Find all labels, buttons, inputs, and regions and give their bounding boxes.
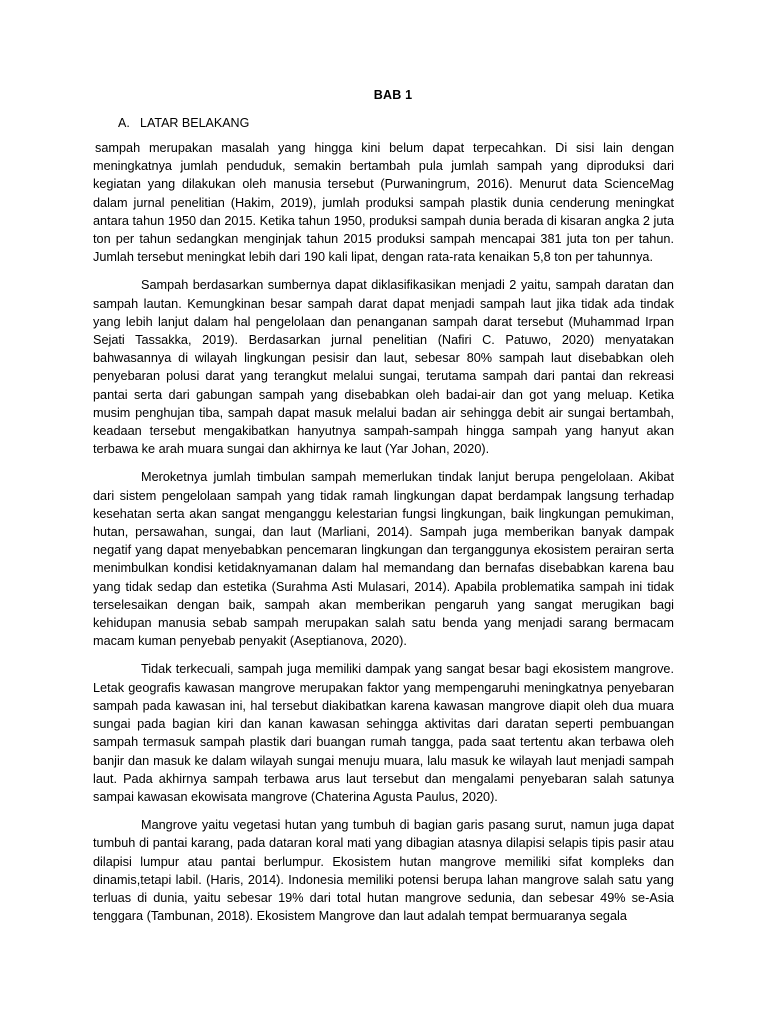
paragraph: Mangrove yaitu vegetasi hutan yang tumbuh di bagian garis pasang surut, namun juga dapat tumbuh di pantai karang, pada dataran koral mati yang dibagian atasnya dilapisi selapis tipis pasir atau dilapisi lumpur atau pantai berlumpur. Ekosistem hutan mangrove memiliki sifat kompleks dan dinamis,tetapi labil. (Haris, 2014). Indonesia memiliki potensi berupa lahan mangrove salah satu yang terluas di dunia, yaitu sebesar 19% dari total hutan mangrove sedunia, dan sebesar 49% se-Asia tenggara (Tambunan, 2018). Ekosistem Mangrove dan laut adalah tempat bermuaranya segala [93, 818, 674, 924]
paragraph: Sampah berdasarkan sumbernya dapat diklasifikasikan menjadi 2 yaitu, sampah daratan dan sampah lautan. Kemungkinan besar sampah darat dapat menjadi sampah laut jika tidak ada tindak yang lebih lanjut dalam hal pengelolaan dan penanganan sampah darat tersebut (Muhammad Irpan Sejati Tassakka, 2019). Berdasarkan jurnal penelitian (Nafiri C. Patuwo, 2020) menyatakan bahwasannya di wilayah lingkungan pesisir dan laut, sebesar 80% sampah laut disebabkan oleh penyebaran polusi darat yang terangkut melalui sungai, terutama sampah dari pantai dan rekreasi pantai serta dari gabungan sampah yang disebabkan oleh badai-air dan got yang meluap. Ketika musim penghujan tiba, sampah dapat masuk melalui badan air sehingga debit air sungai bertambah, keadaan tersebut mengakibatkan hanyutnya sampah-sampah hingga sampah yang hanyut akan terbawa ke arah muara sungai dan akhirnya ke laut (Yar Johan, 2020). [93, 278, 674, 457]
paragraph: Meroketnya jumlah timbulan sampah memerlukan tindak lanjut berupa pengelolaan. Akibat dari sistem pengelolaan sampah yang tidak ramah lingkungan dapat berdampak langsung terhadap kesehatan serta akan sangat menganggu kelestarian fungsi lingkungan, baik lingkungan pemukiman, hutan, persawahan, sungai, dan laut (Marliani, 2014). Sampah juga memberikan banyak dampak negatif yang dapat menyebabkan pencemaran lingkungan dan terganggunya ekosistem perairan serta menimbulkan kondisi ketidaknyamanan dalam hal memandang dan bernafas disebabkan karena bau yang tidak sedap dan estetika (Surahma Asti Mulasari, 2014). Apabila problematika sampah ini tidak terselesaikan dengan baik, sampah akan memberikan pengaruh yang sangat merugikan bagi kehidupan manusia sebab sampah merupakan salah satu benda yang menjadi sarang bermacam macam kuman penyebab penyakit (Aseptianova, 2020). [93, 470, 674, 649]
paragraph: sampah merupakan masalah yang hingga kini belum dapat terpecahkan. Di sisi lain dengan meningkatnya jumlah penduduk, semakin bertambah pula jumlah sampah yang diproduksi dari kegiatan yang dilakukan oleh manusia tersebut (Purwaningrum, 2016). Menurut data ScienceMag dalam jurnal penelitian (Hakim, 2019), jumlah produksi sampah plastik dunia cenderung meningkat antara tahun 1950 dan 2015. Ketika tahun 1950, produksi sampah dunia berada di kisaran angka 2 juta ton per tahun sedangkan menginjak tahun 2015 produksi sampah mencapai 381 juta ton per tahun. Jumlah tersebut meningkat lebih dari 190 kali lipat, dengan rata-rata kenaikan 5,8 ton per tahunnya. [93, 141, 674, 265]
paragraph: Tidak terkecuali, sampah juga memiliki dampak yang sangat besar bagi ekosistem mangrove. Letak geografis kawasan mangrove merupakan faktor yang mempengaruhi meningkatnya penyebaran sampah pada kawasan ini, hal tersebut diakibatkan karena kawasan mangrove diapit oleh dua muara sungai pada bagian kiri dan kanan kawasan sehingga aktivitas dari daratan seperti pembuangan sampah termasuk sampah plastik dari buangan rumah tangga, pada saat tertentu akan terbawa oleh banjir dan masuk ke dalam wilayah sungai menuju muara, lalu masuk ke wilayah laut menjadi sampah laut. Pada akhirnya sampah terbawa arus laut tersebut dan mengalami penyebaran salah satunya sampai kawasan ekowisata mangrove (Chaterina Agusta Paulus, 2020). [93, 662, 674, 804]
section-heading [118, 116, 249, 130]
chapter-title: BAB 1 [373, 88, 413, 102]
body-text [93, 139, 674, 925]
section-title: LATAR BELAKANG [140, 116, 250, 130]
section-number: A. [118, 116, 130, 130]
